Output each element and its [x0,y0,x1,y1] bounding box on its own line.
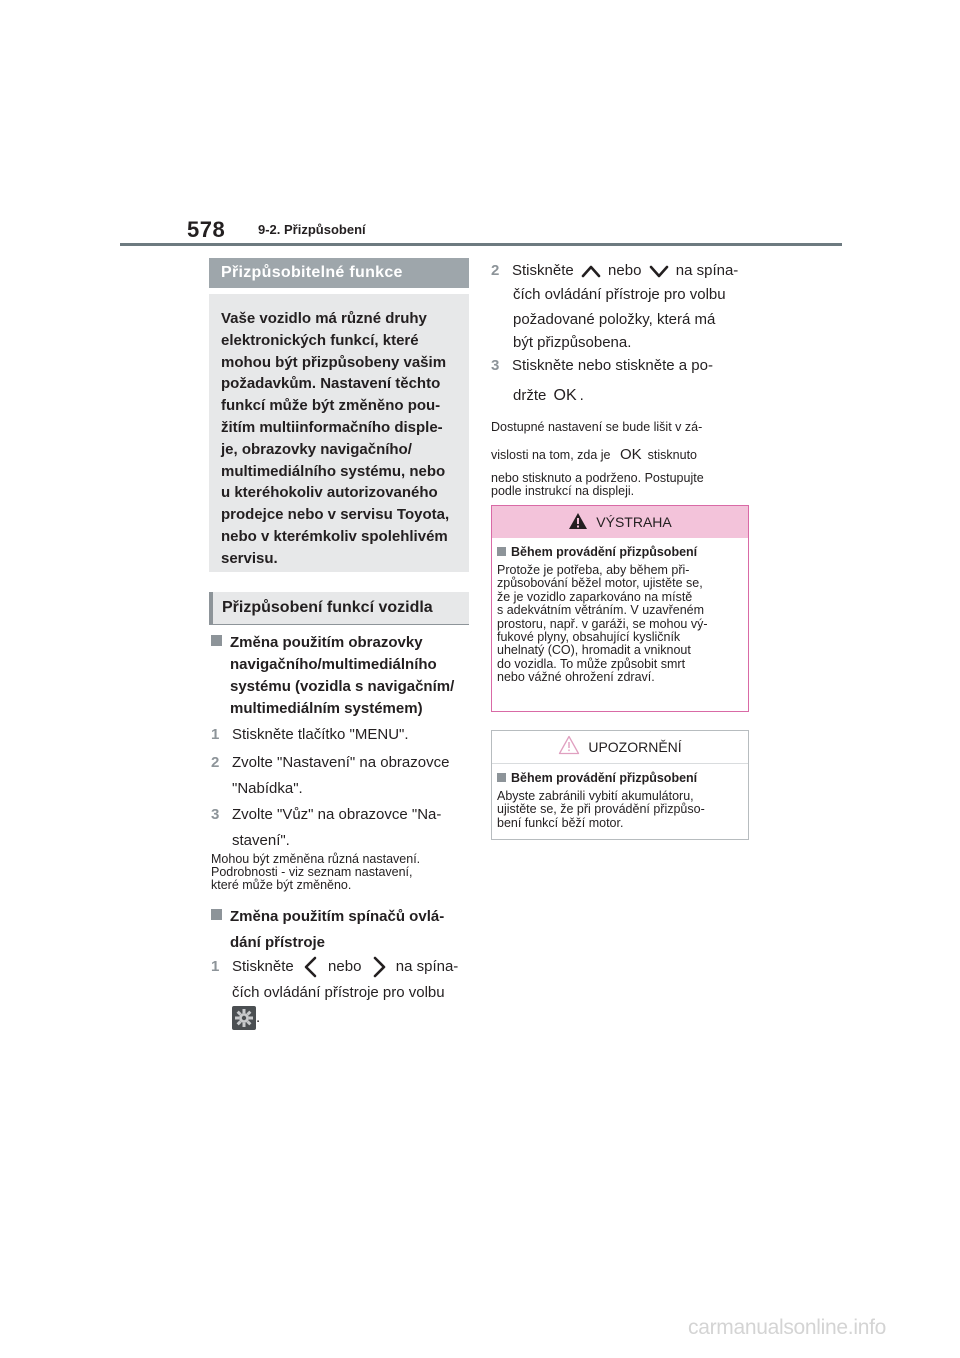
step-text: čích ovládání přístroje pro volbu [513,286,726,303]
subheading-line: Změna použitím obrazovky [230,634,423,651]
step-text: stavení". [232,832,290,849]
warning-line: že je vozidlo zaparkováno na místě [497,589,693,604]
step-text: na spína- [395,957,459,975]
customizable-functions-heading: Přizpůsobitelné funkce [209,258,469,288]
intro-line: prodejce nebo v servisu Toyota, [221,506,450,524]
warning-header [492,506,748,538]
subheading-navigation [211,632,454,720]
step-switch-select [211,955,458,979]
subheading-line: multimediálním systémem) [230,700,423,717]
step-number: 2 [491,262,500,279]
step-text: být přizpůsobena. [513,334,632,351]
step-text: požadované položky, která má [513,311,716,328]
step-text: držte [513,387,547,404]
step-text: Stiskněte [232,957,294,975]
warning-heading: Během provádění přizpůsobení [511,545,698,559]
section-title: 9-2. Přizpůsobení [258,222,366,237]
step-number: 3 [211,806,220,823]
warning-triangle-icon [568,512,588,530]
subheading-switches [211,906,444,954]
intro-box [209,294,469,572]
warning-box [491,505,749,712]
step-number: 1 [211,957,220,975]
square-bullet-icon [497,773,506,782]
note-line: Mohou být změněna různá nastavení. [211,852,421,866]
step-text: . [579,387,584,404]
caution-line: Abyste zabránili vybití akumulátoru, [497,789,694,803]
step-text-block [513,284,726,354]
step-2-select-item [491,260,738,282]
caution-box [491,730,749,840]
square-bullet-icon [211,909,222,920]
subheading-line: systému (vozidla s navigačním/ [230,678,455,695]
warning-line: s adekvátním větráním. V uzavřeném [497,603,705,618]
note-line: nebo stisknuto a podrženo. Postupujte [491,471,704,485]
warning-line: do vozidla. To může způsobit smrt [497,656,686,671]
square-bullet-icon [497,547,506,556]
intro-line: servisu. [221,549,278,567]
warning-line: prostoru, např. v garáži, se mohou vý- [497,616,708,631]
step-text: nebo [328,957,362,975]
note-settings [211,853,420,892]
warning-title: VÝSTRAHA [596,514,672,530]
step-number: 1 [211,726,220,743]
step-number: 3 [491,357,500,374]
step-text: . [256,1009,261,1027]
ok-button-icon: OK [619,446,642,463]
square-bullet-icon [211,635,222,646]
step-text: čích ovládání přístroje pro volbu [232,984,445,1001]
note-line: podle instrukcí na displeji. [491,484,635,498]
intro-line: u kteréhokoliv autorizovaného [221,484,438,502]
step-text: "Nabídka". [232,780,303,797]
settings-gear-icon [232,1006,256,1030]
step-3-press [491,355,713,377]
caution-line: bení funkcí běží motor. [497,815,624,830]
warning-line: uhelnatý (CO), hromadit a vniknout [497,643,691,658]
note-line: Podrobnosti - viz seznam nastavení, [211,865,413,879]
page-number: 578 [187,217,226,242]
note-line: které může být změněno. [211,878,352,892]
caution-line: ujistěte se, že při provádění přizpůso- [497,802,705,817]
intro-line: mohou být přizpůsobeny vašim [221,353,447,371]
note-availability [491,421,704,498]
note-line: vislosti na tom, zda je [491,448,611,462]
chevron-right-icon [366,955,392,979]
intro-line: žitím multiinformačního disple- [221,418,443,436]
step-text: Stiskněte nebo stiskněte a po- [512,357,713,374]
warning-line: způsobování běžel motor, ujistěte se, [497,576,703,591]
intro-line: elektronických funkcí, které [221,331,419,349]
subheading-line: navigačního/multimediálního [230,656,437,673]
subheading-line: dání přístroje [230,934,326,951]
chevron-up-icon [578,262,604,280]
step-number: 2 [211,754,220,771]
intro-line: multimediálního systému, nebo [221,462,446,480]
intro-line: nebo v kterémkoliv spolehlivém [221,527,448,545]
step-text: Stiskněte tlačítko "MENU". [232,726,409,743]
caution-triangle-icon [558,735,580,755]
header-rule [120,243,842,246]
watermark: carmanualsonline.info [688,1316,886,1339]
warning-line: fukové plyny, obsahující kysličník [497,630,681,645]
intro-line: funkcí může být změněno pou- [221,397,441,415]
subheading-line: Změna použitím spínačů ovlá- [230,908,445,925]
step-3-vehicle [211,804,441,852]
step-text: Stiskněte [512,262,574,279]
vehicle-customization-heading: Přizpůsobení funkcí vozidla [209,592,469,625]
step-text: na spína- [675,262,739,279]
chevron-down-icon [646,262,672,280]
step-text: Zvolte "Nastavení" na obrazovce [232,754,450,771]
intro-line: je, obrazovky navigačního/ [221,440,412,458]
ok-button-icon: OK [553,387,577,405]
caution-title: UPOZORNĚNÍ [588,739,682,755]
step-3-hold [513,385,584,407]
note-line: stisknuto [647,448,698,462]
settings-icon-line [232,1006,260,1030]
intro-line: požadavkům. Nastavení těchto [221,375,441,393]
step-text: nebo [608,262,642,279]
step-2-settings [211,752,449,800]
step-text: Zvolte "Vůz" na obrazovce "Na- [232,806,442,823]
warning-line: nebo vážné ohrožení zdraví. [497,670,655,685]
intro-line: Vaše vozidlo má různé druhy [221,310,427,327]
step-1-menu [211,724,409,746]
note-line: Dostupné nastavení se bude lišit v zá- [491,420,703,434]
caution-heading: Během provádění přizpůsobení [511,771,698,785]
warning-line: Protože je potřeba, aby během při- [497,563,690,577]
caution-header [492,731,748,764]
chevron-left-icon [298,955,324,979]
